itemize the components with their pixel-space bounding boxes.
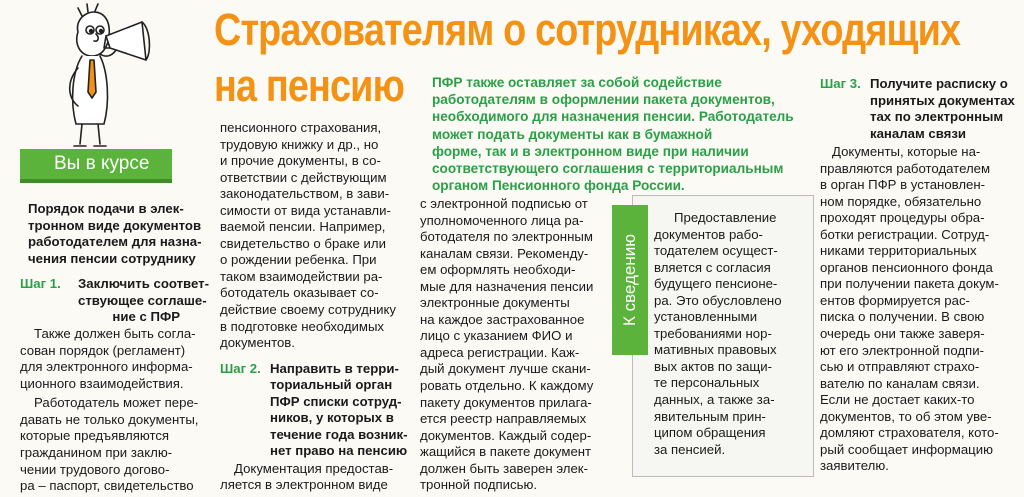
text-line: Также должен быть согла- [34,326,196,342]
text-line: уполномоченного лица ра- [420,212,584,228]
text-line: для электронного информа- [20,359,193,375]
text-line: ровать отдельно. К каждому [420,378,594,394]
text-line: ботодателя по электронным [420,229,593,245]
text-line: требованиями нор- [654,325,772,341]
text-line: в подготовке необходимых [220,318,385,334]
text-line: адреса регистрации. Каж- [420,344,580,360]
step-2-line: ников, у которых в [270,410,394,426]
intro-line: необходимого для назначения пенсии. Работодатель [432,109,794,125]
info-sidebar-tab [612,205,648,355]
step-2-line: Направить в терри- [270,360,399,376]
step-1-line: ствующее соглаше- [78,292,207,308]
text-line: действие своему сотруднику [220,302,397,318]
step-3-line: каналам связи [870,125,966,141]
text-line: Если не достает каких-то [820,392,975,408]
step-3 [820,76,1016,144]
text-line: свидетельство о браке или [220,235,386,251]
text-line: мые для назначения пенсии [420,278,594,294]
text-line: ответствии с действующим [220,169,387,185]
step-1-line: Заключить соответ- [78,276,210,292]
lead-line: работодателем для назна- [28,234,202,250]
text-line: Документация предостав- [234,460,394,476]
text-line: домляют страхователя, кото- [820,425,999,441]
text-line: за пенсией. [654,441,726,457]
text-line: тодателем осущест- [654,243,778,259]
text-line: симости от вида устанавли- [220,202,391,218]
text-line: установленными [654,309,758,325]
intro-paragraph [432,74,792,194]
step-1 [20,276,210,326]
text-line: заявителю. [820,458,889,474]
text-line: ляется в электронном виде [220,477,388,493]
text-line: лицо с указанием ФИО и [420,328,573,344]
intro-line: ПФР также оставляет за собой содействие [432,75,722,90]
text-line: ваемой пенсии. Например, [220,219,386,235]
text-line: вых актов по защи- [654,358,773,374]
step-3-label: Шаг 3. [820,76,861,91]
text-line: должен быть заверен элек- [420,460,588,476]
step-3-line: Получите расписку о [870,76,1008,91]
text-line: документов. Каждый содер- [420,427,592,443]
text-line: в орган ПФР в установлен- [820,177,986,193]
intro-line: соответствующего соглашения с территориальным [432,161,784,177]
column-5 [820,76,1016,475]
lead-line: тронном виде документов [28,217,202,233]
text-line: ем оформлять необходи- [420,262,576,278]
paragraph [20,343,202,393]
step-1-label: Шаг 1. [20,276,61,292]
paragraph [220,461,410,494]
info-sidebar-tab-label: К сведению [620,233,639,327]
paragraph [20,326,202,343]
intro-line: работодателям в оформлении пакета документов, [432,92,775,108]
text-line: ра – паспорт, свидетельство [20,478,194,494]
text-line: правляются работодателем [820,160,991,176]
step-2-line: ториальный орган [270,377,393,393]
text-line: ботодатель оказывает со- [220,285,379,301]
intro-line: форме, так и в электронном виде при наличии [432,143,749,159]
text-line: ют его электронной подпи- [820,342,984,358]
text-line: ционного взаимодействия. [20,375,184,391]
text-line: с электронной подписью от [420,196,588,211]
text-line: тронной подписью. [420,477,538,493]
text-line: ра. Это обусловлено [654,292,782,308]
text-line: вляется с согласия [654,259,771,275]
headline-line-1: Страхователям о сотрудниках, уходящих [214,4,961,55]
text-line: ном порядке, обязательно [820,193,982,209]
text-line: вателю по каналам связи. [820,375,980,391]
text-line: жащийся в пакете документ [420,444,592,460]
step-2-line: ПФР списки сотруд- [270,393,402,409]
text-line: Предоставление [674,210,777,225]
text-line: чении трудового догово- [20,461,170,477]
text-line: которые предъявляются [20,428,170,444]
text-line: на каждое застрахованное [420,311,585,327]
step-3-line: принятых документах [870,92,1015,108]
text-line: будущего пенсионе- [654,276,778,292]
text-line: писка о получении. В свою [820,309,985,325]
text-line: проходят процедуры обра- [820,210,985,226]
text-line: и прочие документы, в со- [220,153,381,169]
text-line: гражданином при заклю- [20,445,173,461]
text-line: документов. [220,335,295,351]
text-line: рый сообщает информацию [820,441,993,457]
step-2 [220,361,410,461]
text-line: очередь они также заверя- [820,326,985,342]
text-line: мативных правовых [654,342,777,358]
text-line: сован порядок (регламент) [20,342,186,358]
text-line: ципом обращения [654,425,766,441]
headline-line-2: на пенсию [214,60,405,111]
lead-line: чения пенсии сотруднику [28,250,196,266]
text-line: Работодатель может пере- [34,395,199,411]
step-2-line: течение года возник- [270,426,408,442]
text-line: данных, а также за- [654,392,775,408]
text-line: никами территориальных [820,243,977,259]
paragraph [220,120,410,352]
text-line: ентов формируется рас- [820,292,970,308]
step-1-line: ние с ПФР [112,309,180,325]
text-line: давать не только документы, [20,411,199,427]
text-line: при получении пакета докум- [820,276,999,292]
text-line: дый документ лучше скани- [420,361,591,377]
text-line: трудовую книжку и др., но [220,136,379,152]
section-badge: Вы в курсе [20,149,172,179]
paragraph [20,395,202,494]
text-line: законодательством, в зави- [220,186,390,202]
column-1 [20,201,210,495]
text-line: ботки регистрации. Сотруд- [820,226,990,242]
text-line: те персональных [654,375,760,391]
step-2-line: нет право на пенсию [270,443,408,459]
text-line: документов, то об этом уве- [820,408,992,424]
column-4 [654,210,810,458]
text-line: о рождении ребенка. При [220,252,377,268]
text-line: электронные документы [420,295,570,311]
intro-line: органом Пенсионного фонда России. [432,178,685,194]
text-line: Документы, которые на- [832,144,981,159]
text-line: сью и отправляют страхо- [820,359,980,375]
step-3-line: тах по электронным [870,109,1004,125]
text-line: органов пенсионного фонда [820,259,993,275]
text-line: пенсионного страхования, [220,120,382,135]
text-line: документов рабо- [654,226,763,242]
text-line: каналам связи. Рекоменду- [420,245,589,261]
lead-line: Порядок подачи в элек- [28,201,184,216]
column-3 [420,196,610,494]
man-with-megaphone-icon [60,2,168,150]
intro-line: может подать документы как в бумажной [432,126,713,142]
text-line: ется реестр направляемых [420,411,587,427]
text-line: пакету документов прилага- [420,394,592,410]
lead-paragraph [20,201,202,267]
column-2 [220,120,410,494]
step-2-label: Шаг 2. [220,360,261,376]
text-line: таком взаимодействии ра- [220,268,383,284]
text-line: явительным прин- [654,408,766,424]
